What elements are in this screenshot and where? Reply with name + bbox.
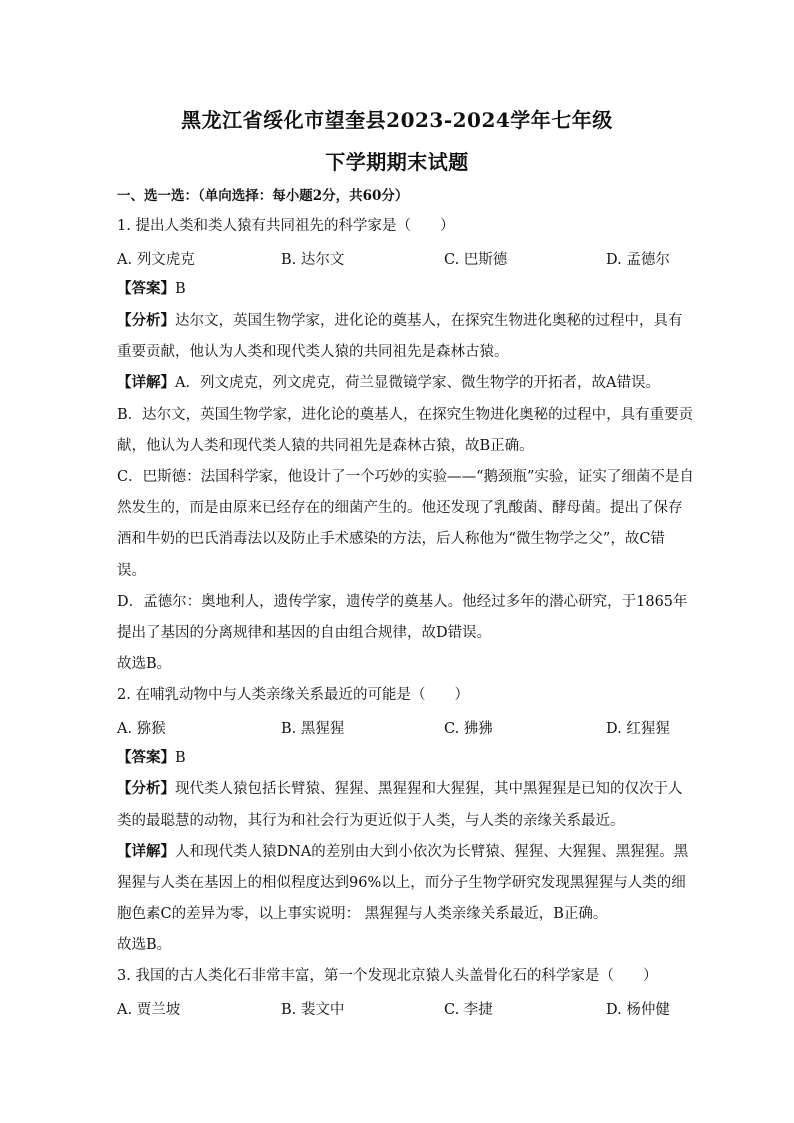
question-1-detail-line-2: B．达尔文，英国生物学家，进化论的奠基人，在探究生物进化奥秘的过程中，具有重要贡 bbox=[117, 407, 694, 423]
question-2-conclusion: 故选B。 bbox=[117, 937, 172, 953]
answer-tag: 【答案】 bbox=[117, 749, 175, 766]
analysis-tag: 【分析】 bbox=[117, 780, 175, 797]
question-1-option-c: C. 巴斯德 bbox=[444, 252, 508, 268]
question-1-detail-line-8: D．孟德尔：奥地利人，遗传学家，遗传学的奠基人。他经过多年的潜心研究，于1865年 bbox=[117, 594, 688, 610]
question-2-analysis-line-2: 类的最聪慧的动物，其行为和社会行为更近似于人类，与人类的亲缘关系最近。 bbox=[117, 813, 625, 829]
question-3-option-c: C. 李捷 bbox=[444, 1002, 493, 1018]
question-1-option-b: B. 达尔文 bbox=[281, 252, 345, 268]
document-title-line-1: 黑龙江省绥化市望奎县2023-2024学年七年级 bbox=[181, 108, 613, 132]
section-heading: 一、选一选：（单向选择：每小题2分，共60分） bbox=[117, 188, 409, 204]
question-3-option-b: B. 裴文中 bbox=[281, 1002, 345, 1018]
question-1-detail-line-3: 献，他认为人类和现代类人猿的共同祖先是森林古猿，故B正确。 bbox=[117, 438, 534, 454]
question-2-option-b: B. 黑猩猩 bbox=[281, 721, 345, 737]
question-1-answer bbox=[117, 279, 677, 299]
answer-value: B bbox=[175, 281, 186, 297]
question-1-option-a: A. 列文虎克 bbox=[117, 252, 195, 268]
question-2-analysis-line-1 bbox=[117, 779, 683, 799]
answer-value: B bbox=[175, 750, 186, 766]
answer-tag: 【答案】 bbox=[117, 280, 175, 297]
document-title-line-2: 下学期期末试题 bbox=[325, 150, 469, 174]
question-1-analysis-line-2: 重要贡献，他认为人类和现代类人猿的共同祖先是森林古猿。 bbox=[117, 344, 509, 360]
question-3-stem: 3. 我国的古人类化石非常丰富，第一个发现北京猿人头盖骨化石的科学家是（ ） bbox=[117, 968, 658, 984]
analysis-text: 达尔文，英国生物学家，进化论的奠基人，在探究生物进化奥秘的过程中，具有 bbox=[175, 313, 683, 329]
question-1-detail-line-5: 然发生的，而是由原来已经存在的细菌产生的。他还发现了乳酸菌、酵母菌。提出了保存 bbox=[117, 500, 683, 516]
detail-tag: 【详解】 bbox=[117, 843, 175, 860]
question-1-detail-line-9: 提出了基因的分离规律和基因的自由组合规律，故D错误。 bbox=[117, 625, 492, 641]
question-1-detail-line-6: 酒和牛奶的巴氏消毒法以及防止手术感染的方法，后人称他为“微生物学之父”，故C错 bbox=[117, 531, 665, 547]
analysis-text: 现代类人猿包括长臂猿、猩猩、黑猩猩和大猩猩，其中黑猩猩是已知的仅次于人 bbox=[175, 781, 683, 797]
question-2-option-d: D. 红猩猩 bbox=[606, 721, 670, 737]
question-2-detail-line-2: 猩猩与人类在基因上的相似程度达到96%以上，而分子生物学研究发现黑猩猩与人类的细 bbox=[117, 875, 686, 891]
question-1-detail-line-4: C．巴斯德：法国科学家，他设计了一个巧妙的实验——“鹅颈瓶”实验，证实了细菌不是自 bbox=[117, 469, 694, 485]
question-1-detail-line-7: 误。 bbox=[117, 563, 146, 579]
question-1-analysis-line-1 bbox=[117, 311, 683, 331]
question-3-option-d: D. 杨仲健 bbox=[606, 1002, 670, 1018]
question-2-detail-line-1 bbox=[117, 842, 689, 862]
question-1-detail-line-1 bbox=[117, 373, 677, 393]
question-2-stem: 2. 在哺乳动物中与人类亲缘关系最近的可能是（ ） bbox=[117, 687, 469, 703]
question-2-option-c: C. 狒狒 bbox=[444, 721, 493, 737]
analysis-tag: 【分析】 bbox=[117, 312, 175, 329]
detail-text: A．列文虎克，列文虎克，荷兰显微镜学家、微生物学的开拓者，故A错误。 bbox=[175, 375, 660, 391]
detail-tag: 【详解】 bbox=[117, 374, 175, 391]
question-3-option-a: A. 贾兰坡 bbox=[117, 1002, 181, 1018]
question-2-option-a: A. 猕猴 bbox=[117, 721, 166, 737]
question-1-stem: 1. 提出人类和类人猿有共同祖先的科学家是（ ） bbox=[117, 218, 455, 234]
question-2-answer bbox=[117, 748, 677, 768]
question-1-option-d: D. 孟德尔 bbox=[606, 252, 670, 268]
question-1-conclusion: 故选B。 bbox=[117, 656, 172, 672]
question-2-detail-line-3: 胞色素C的差异为零，以上事实说明： 黑猩猩与人类亲缘关系最近，B正确。 bbox=[117, 906, 608, 922]
detail-text: 人和现代类人猿DNA的差别由大到小依次为长臂猿、猩猩、大猩猩、黑猩猩。黑 bbox=[175, 844, 689, 860]
